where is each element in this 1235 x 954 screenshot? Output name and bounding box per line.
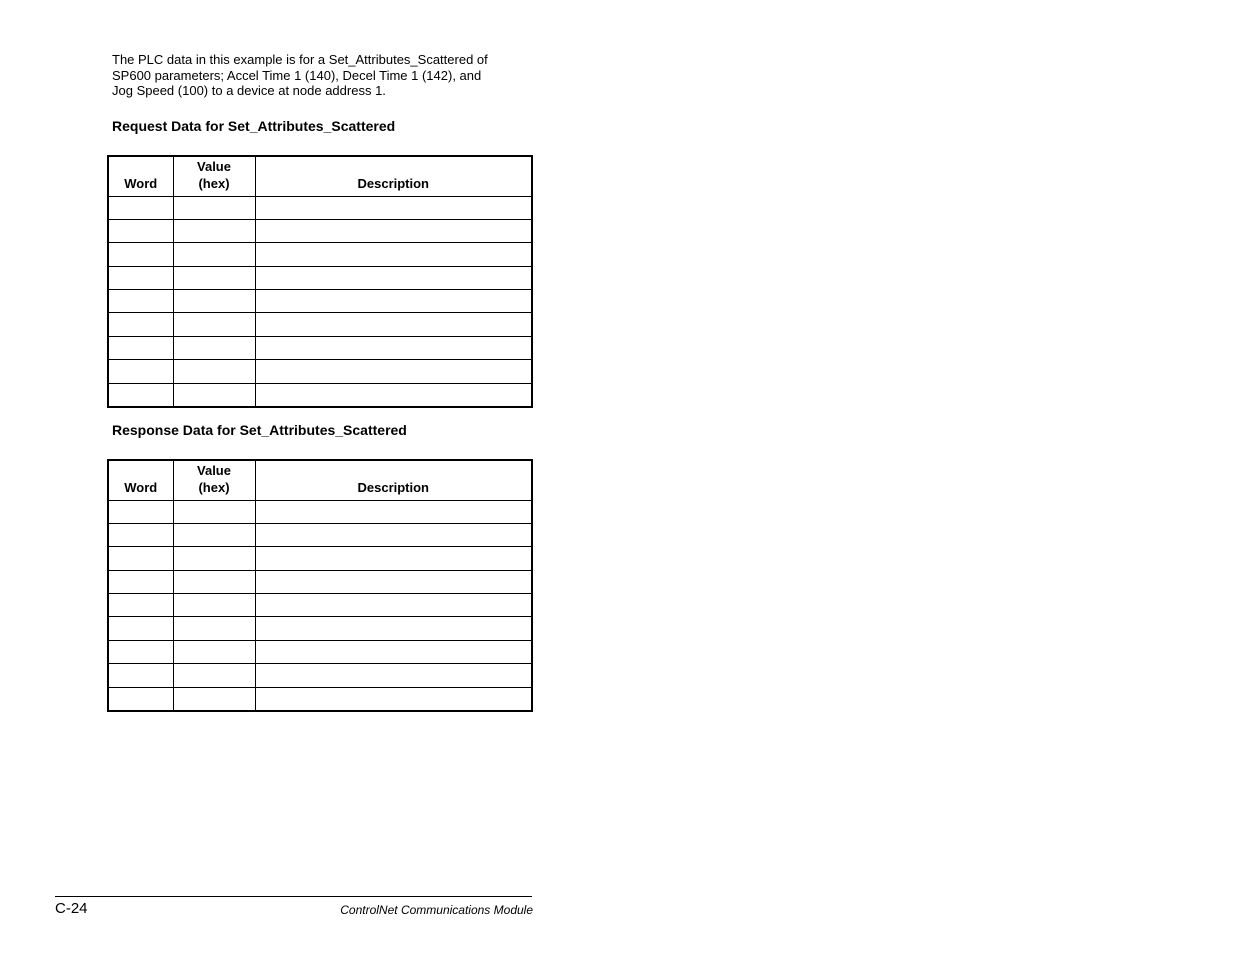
table-row xyxy=(108,640,532,663)
cell-description xyxy=(255,383,532,407)
request-data-table xyxy=(107,155,533,408)
cell-description xyxy=(255,664,532,687)
intro-line: SP600 parameters; Accel Time 1 (140), Decel Time 1 (142), and xyxy=(112,67,482,83)
cell-word xyxy=(108,336,173,359)
column-header-value-line1: Value xyxy=(197,158,231,174)
table-row xyxy=(108,523,532,546)
intro-line: Jog Speed (100) to a device at node address 1. xyxy=(112,83,386,98)
cell-word xyxy=(108,640,173,663)
cell-value xyxy=(173,500,255,523)
cell-value xyxy=(173,290,255,313)
cell-value xyxy=(173,266,255,289)
cell-description xyxy=(255,243,532,266)
table-row xyxy=(108,383,532,407)
cell-description xyxy=(255,687,532,711)
cell-value xyxy=(173,336,255,359)
cell-value xyxy=(173,570,255,593)
table-row xyxy=(108,313,532,336)
cell-value xyxy=(173,383,255,407)
cell-value xyxy=(173,547,255,570)
cell-value xyxy=(173,360,255,383)
cell-value xyxy=(173,594,255,617)
cell-word xyxy=(108,570,173,593)
table-row xyxy=(108,570,532,593)
cell-word xyxy=(108,196,173,219)
cell-word xyxy=(108,617,173,640)
table-row xyxy=(108,500,532,523)
column-header-value xyxy=(173,460,255,500)
table-row xyxy=(108,594,532,617)
cell-value xyxy=(173,313,255,336)
cell-word xyxy=(108,219,173,242)
column-header-value-line1: Value xyxy=(197,462,231,478)
cell-word xyxy=(108,313,173,336)
cell-word xyxy=(108,290,173,313)
cell-description xyxy=(255,523,532,546)
footer-divider xyxy=(55,896,532,897)
footer-document-title: ControlNet Communications Module xyxy=(340,903,533,917)
table-row xyxy=(108,219,532,242)
table-header-row xyxy=(108,156,532,196)
cell-value xyxy=(173,687,255,711)
cell-value xyxy=(173,640,255,663)
cell-description xyxy=(255,500,532,523)
column-header-word: Word xyxy=(108,460,173,500)
cell-word xyxy=(108,687,173,711)
response-data-table xyxy=(107,459,533,712)
request-table-heading: Request Data for Set_Attributes_Scattered xyxy=(112,118,396,134)
page-number: C-24 xyxy=(55,900,88,917)
cell-description xyxy=(255,360,532,383)
table-row xyxy=(108,687,532,711)
cell-value xyxy=(173,196,255,219)
cell-description xyxy=(255,196,532,219)
table-header-row xyxy=(108,460,532,500)
table-row xyxy=(108,266,532,289)
table-row xyxy=(108,547,532,570)
cell-word xyxy=(108,523,173,546)
cell-value xyxy=(173,617,255,640)
table-row xyxy=(108,243,532,266)
table-row xyxy=(108,336,532,359)
cell-description xyxy=(255,313,532,336)
cell-value xyxy=(173,219,255,242)
cell-word xyxy=(108,664,173,687)
column-header-description: Description xyxy=(255,156,532,196)
cell-description xyxy=(255,547,532,570)
cell-word xyxy=(108,243,173,266)
table-row xyxy=(108,617,532,640)
response-table-heading: Response Data for Set_Attributes_Scattered xyxy=(112,422,407,438)
cell-word xyxy=(108,360,173,383)
cell-description xyxy=(255,290,532,313)
cell-word xyxy=(108,594,173,617)
cell-word xyxy=(108,500,173,523)
column-header-description: Description xyxy=(255,460,532,500)
cell-description xyxy=(255,617,532,640)
cell-value xyxy=(173,523,255,546)
cell-value xyxy=(173,664,255,687)
cell-description xyxy=(255,266,532,289)
table-row xyxy=(108,360,532,383)
table-row xyxy=(108,664,532,687)
cell-word xyxy=(108,547,173,570)
intro-line: The PLC data in this example is for a Set_Attributes_Scattered of xyxy=(112,52,488,67)
column-header-word: Word xyxy=(108,156,173,196)
column-header-value-line2: (hex) xyxy=(198,479,230,495)
cell-word xyxy=(108,383,173,407)
cell-description xyxy=(255,570,532,593)
cell-word xyxy=(108,266,173,289)
cell-description xyxy=(255,336,532,359)
cell-description xyxy=(255,640,532,663)
cell-description xyxy=(255,594,532,617)
intro-paragraph xyxy=(112,52,532,99)
column-header-value-line2: (hex) xyxy=(198,175,230,191)
cell-value xyxy=(173,243,255,266)
cell-description xyxy=(255,219,532,242)
table-row xyxy=(108,196,532,219)
table-row xyxy=(108,290,532,313)
column-header-value xyxy=(173,156,255,196)
